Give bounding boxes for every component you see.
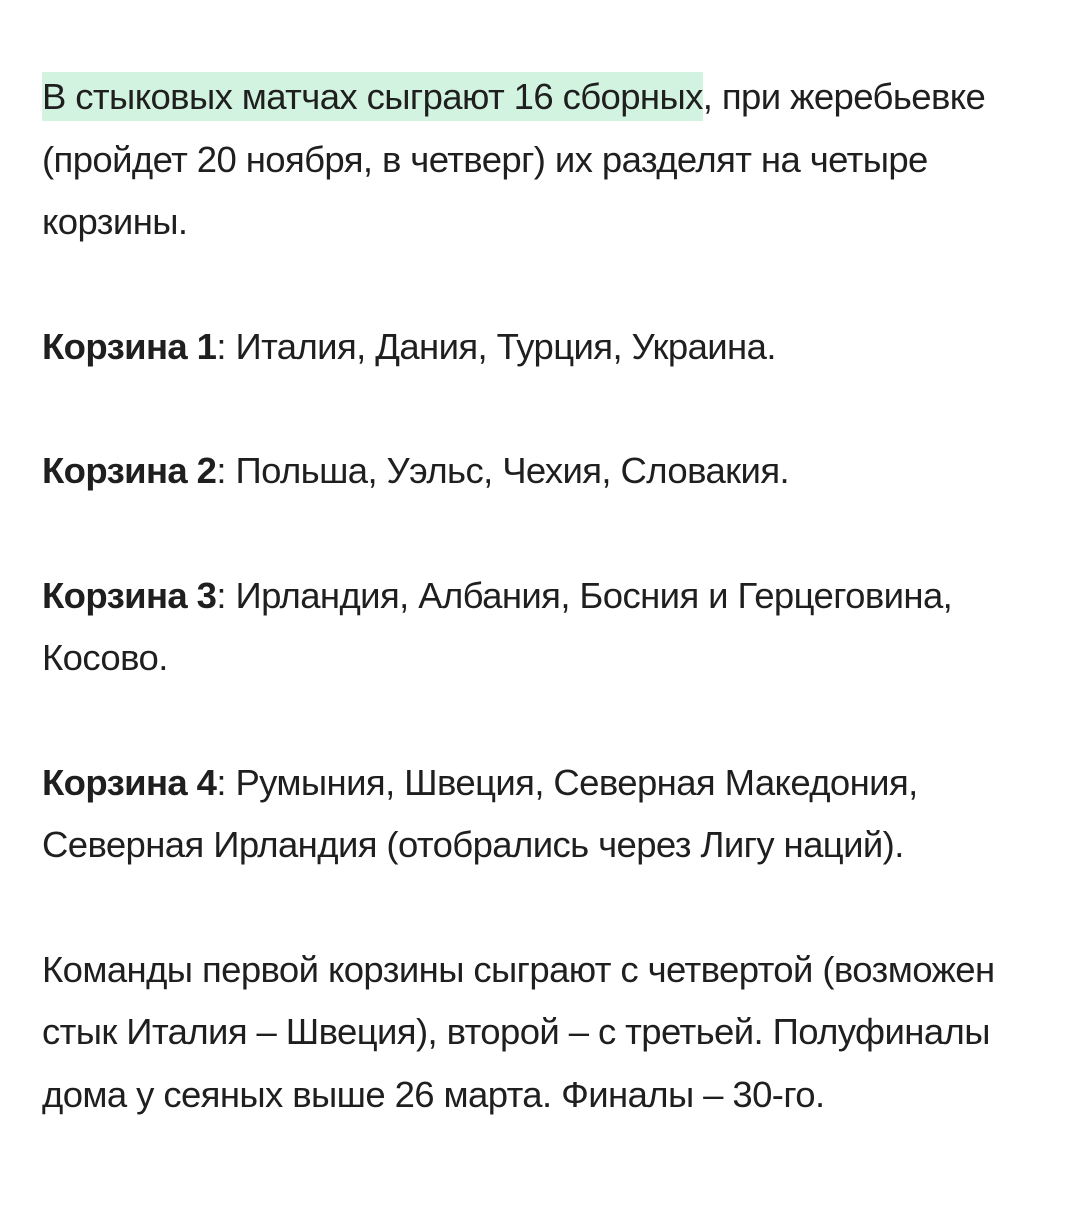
intro-text: , при жеребьевке (пройдет 20 ноября, в четверг) их разделят на четыре корзины. <box>42 76 986 242</box>
pot-1-label: Корзина 1 <box>42 325 217 367</box>
pot-3-teams: : Ирландия, Албания, Босния и Герцеговина, Косово. <box>42 574 953 678</box>
pot-3-paragraph <box>42 565 1052 690</box>
pot-4-teams: : Румыния, Швеция, Северная Македония, Северная Ирландия (отобрались через Лигу наций). <box>42 761 918 865</box>
pot-2-label: Корзина 2 <box>42 450 217 491</box>
outro-paragraph: Команды первой корзины сыграют с четвертой (возможен стык Италия – Швеция), второй – с третьей. Полуфиналы дома у сеяных выше 26 марта. Финалы – 30-го. <box>42 948 995 1115</box>
intro-paragraph <box>42 66 1052 254</box>
pot-1-paragraph <box>42 316 1052 379</box>
article-body <box>42 66 1052 1126</box>
pot-4-paragraph <box>42 752 1052 877</box>
pot-3-label: Корзина 3 <box>42 574 217 616</box>
pot-1-teams: : Италия, Дания, Турция, Украина. <box>216 325 776 367</box>
pot-2-teams: : Польша, Уэльс, Чехия, Словакия. <box>216 450 790 491</box>
pot-2-paragraph <box>42 440 1052 503</box>
pot-4-label: Корзина 4 <box>42 761 217 803</box>
highlighted-text[interactable]: В стыковых матчах сыграют 16 сборных <box>42 72 703 121</box>
